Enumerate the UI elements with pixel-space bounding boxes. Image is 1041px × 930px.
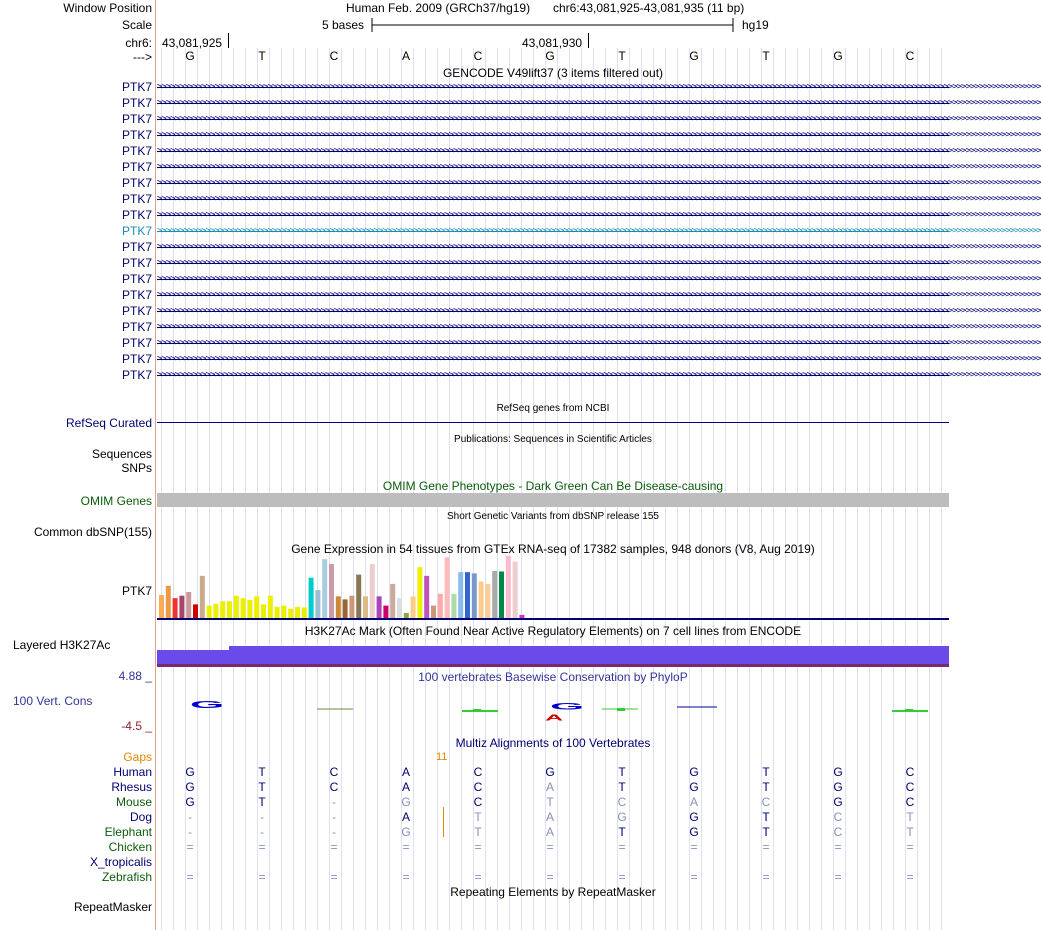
gtex-tissue-bar[interactable] [179, 596, 184, 618]
gtex-tissue-bar[interactable] [288, 609, 293, 618]
gtex-tissue-bar[interactable] [424, 576, 429, 618]
gtex-tissue-bar[interactable] [363, 596, 368, 618]
multiz-species-label[interactable]: Human [113, 765, 152, 779]
multiz-base: G [401, 825, 411, 839]
sequence-base: G [689, 49, 699, 63]
position-range[interactable]: chr6:43,081,925-43,081,935 (11 bp) [553, 1, 745, 15]
gencode-strand-chevrons: >>>>>>>>>>>>>>>>>>>>>>>>>>>>>>>>>>>>>>>>>>>>>>>>>>>>>>>>>>>>>>>>>>>>>>>>>>>>>>>>>>>>>>>>>>>>>>>>>>>>>>>>>>>>>>>>>>>>>>>>>>>>>>>>>>>>>>>>>>>>>>>>>>>>>>>>>>>>>>>>>>>>>>>>>>>>>>>>>>>>>>>>>>>>>>>>>>>>>>>> [157, 210, 1041, 220]
multiz-base: T [906, 825, 914, 839]
multiz-base: C [617, 795, 627, 809]
gtex-tissue-bar[interactable] [377, 596, 382, 618]
multiz-base: T [474, 810, 482, 824]
multiz-base: - [332, 810, 336, 824]
multiz-base: T [258, 780, 266, 794]
multiz-species-label[interactable]: Mouse [115, 795, 152, 809]
gtex-tissue-bar[interactable] [315, 590, 320, 618]
coord-mid: 43,081,930 [522, 36, 583, 50]
refseq-track-label[interactable]: RefSeq Curated [65, 416, 152, 430]
refseq-track-title[interactable]: RefSeq genes from NCBI [496, 403, 610, 414]
chrom-label: chr6: [125, 36, 152, 50]
multiz-base: = [186, 870, 194, 884]
gencode-gene-label[interactable]: PTK7 [121, 192, 152, 206]
multiz-base: = [474, 870, 482, 884]
multiz-base: - [260, 825, 264, 839]
gencode-strand-chevrons: >>>>>>>>>>>>>>>>>>>>>>>>>>>>>>>>>>>>>>>>>>>>>>>>>>>>>>>>>>>>>>>>>>>>>>>>>>>>>>>>>>>>>>>>>>>>>>>>>>>>>>>>>>>>>>>>>>>>>>>>>>>>>>>>>>>>>>>>>>>>>>>>>>>>>>>>>>>>>>>>>>>>>>>>>>>>>>>>>>>>>>>>>>>>>>>>>>>>>>>> [157, 306, 1041, 316]
multiz-base: T [474, 825, 482, 839]
multiz-base: G [545, 765, 555, 779]
multiz-gaps-label: Gaps [123, 750, 152, 764]
multiz-base: = [330, 840, 338, 854]
h3k27ac-track-label[interactable]: Layered H3K27Ac [13, 638, 111, 652]
gtex-tissue-bar[interactable] [451, 594, 456, 618]
multiz-base: G [185, 795, 195, 809]
multiz-base: = [330, 870, 338, 884]
sequence-base: G [185, 49, 195, 63]
sequence-base: C [905, 49, 915, 63]
strand-label: ---> [133, 50, 152, 64]
multiz-base: = [258, 840, 266, 854]
gtex-tissue-bar[interactable] [281, 606, 286, 618]
multiz-base: = [186, 840, 194, 854]
dbsnp-track-label[interactable]: Common dbSNP(155) [33, 525, 152, 539]
multiz-base: = [834, 870, 842, 884]
multiz-base: T [762, 780, 770, 794]
multiz-base: A [689, 795, 698, 809]
gtex-tissue-bar[interactable] [485, 584, 490, 618]
multiz-base: = [474, 840, 482, 854]
h3k27ac-signal[interactable] [157, 640, 949, 667]
multiz-base: A [401, 780, 410, 794]
window-position-label: Window Position [63, 1, 152, 15]
multiz-species-label[interactable]: Zebrafish [101, 870, 152, 884]
gencode-gene-label[interactable]: PTK7 [121, 256, 152, 270]
multiz-base: C [833, 825, 843, 839]
h3k27ac-track-title[interactable]: H3K27Ac Mark (Often Found Near Active Regulatory Elements) on 7 cell lines from ENCODE [304, 624, 802, 638]
gencode-gene-label[interactable]: PTK7 [121, 160, 152, 174]
gencode-strand-chevrons: >>>>>>>>>>>>>>>>>>>>>>>>>>>>>>>>>>>>>>>>>>>>>>>>>>>>>>>>>>>>>>>>>>>>>>>>>>>>>>>>>>>>>>>>>>>>>>>>>>>>>>>>>>>>>>>>>>>>>>>>>>>>>>>>>>>>>>>>>>>>>>>>>>>>>>>>>>>>>>>>>>>>>>>>>>>>>>>>>>>>>>>>>>>>>>>>>>>>>>>> [157, 130, 1041, 140]
gtex-tissue-bar[interactable] [479, 581, 484, 618]
multiz-base: = [618, 840, 626, 854]
gencode-gene-label[interactable]: PTK7 [121, 240, 152, 254]
omim-track-label[interactable]: OMIM Genes [80, 494, 152, 508]
gtex-tissue-bar[interactable] [513, 562, 518, 618]
multiz-gap-count: 11 [436, 751, 448, 763]
multiz-base: C [473, 765, 483, 779]
multiz-base: A [545, 810, 554, 824]
multiz-base: G [689, 780, 699, 794]
multiz-base: G [689, 825, 699, 839]
dbsnp-track-title[interactable]: Short Genetic Variants from dbSNP release 155 [447, 511, 659, 522]
gencode-gene-label[interactable]: PTK7 [121, 352, 152, 366]
multiz-base: C [473, 780, 483, 794]
multiz-base: = [690, 870, 698, 884]
gencode-strand-chevrons: >>>>>>>>>>>>>>>>>>>>>>>>>>>>>>>>>>>>>>>>>>>>>>>>>>>>>>>>>>>>>>>>>>>>>>>>>>>>>>>>>>>>>>>>>>>>>>>>>>>>>>>>>>>>>>>>>>>>>>>>>>>>>>>>>>>>>>>>>>>>>>>>>>>>>>>>>>>>>>>>>>>>>>>>>>>>>>>>>>>>>>>>>>>>>>>>>>>>>>>> [157, 82, 1041, 92]
multiz-base: T [762, 825, 770, 839]
multiz-species-label[interactable]: Dog [129, 810, 152, 824]
multiz-base: T [618, 825, 626, 839]
gtex-tissue-bar[interactable] [383, 606, 388, 618]
multiz-base: C [473, 795, 483, 809]
gap-insertion-marker [443, 807, 444, 837]
coord-left-tick [228, 33, 229, 48]
gencode-strand-chevrons: >>>>>>>>>>>>>>>>>>>>>>>>>>>>>>>>>>>>>>>>>>>>>>>>>>>>>>>>>>>>>>>>>>>>>>>>>>>>>>>>>>>>>>>>>>>>>>>>>>>>>>>>>>>>>>>>>>>>>>>>>>>>>>>>>>>>>>>>>>>>>>>>>>>>>>>>>>>>>>>>>>>>>>>>>>>>>>>>>>>>>>>>>>>>>>>>>>>>>>>> [157, 162, 1041, 172]
multiz-species-label[interactable]: Rhesus [111, 780, 152, 794]
multiz-base: = [834, 840, 842, 854]
multiz-base: = [762, 870, 770, 884]
multiz-base: = [690, 840, 698, 854]
gtex-track-title[interactable]: Gene Expression in 54 tissues from GTEx RNA-seq of 17382 samples, 948 donors (V8, Aug 2019) [291, 542, 815, 556]
gtex-tissue-bar[interactable] [173, 598, 178, 618]
phylop-logo-a: A [545, 712, 564, 723]
gtex-tissue-bar[interactable] [349, 596, 354, 618]
gencode-strand-chevrons: >>>>>>>>>>>>>>>>>>>>>>>>>>>>>>>>>>>>>>>>>>>>>>>>>>>>>>>>>>>>>>>>>>>>>>>>>>>>>>>>>>>>>>>>>>>>>>>>>>>>>>>>>>>>>>>>>>>>>>>>>>>>>>>>>>>>>>>>>>>>>>>>>>>>>>>>>>>>>>>>>>>>>>>>>>>>>>>>>>>>>>>>>>>>>>>>>>>>>>>> [157, 258, 1041, 268]
multiz-base: - [188, 825, 192, 839]
multiz-base: T [258, 795, 266, 809]
gtex-tissue-bar[interactable] [343, 599, 348, 618]
multiz-base: T [618, 765, 626, 779]
gencode-gene-label[interactable]: PTK7 [121, 144, 152, 158]
multiz-base: T [618, 780, 626, 794]
gencode-gene-label[interactable]: PTK7 [121, 304, 152, 318]
gencode-gene-label[interactable]: PTK7 [121, 80, 152, 94]
phylop-track-label[interactable]: 100 Vert. Cons [13, 694, 93, 708]
multiz-base: = [618, 870, 626, 884]
label-separator [155, 0, 156, 930]
gtex-tissue-bar[interactable] [254, 596, 259, 618]
gtex-tissue-bar[interactable] [193, 604, 198, 618]
gencode-gene-label[interactable]: PTK7 [121, 176, 152, 190]
gtex-tissue-bar[interactable] [213, 604, 218, 618]
sequence-base: C [329, 49, 339, 63]
multiz-base: T [762, 810, 770, 824]
gtex-tissue-bar[interactable] [336, 596, 341, 618]
multiz-base: C [905, 765, 915, 779]
gtex-tissue-bar[interactable] [275, 607, 280, 618]
multiz-base: = [762, 840, 770, 854]
gencode-strand-chevrons: >>>>>>>>>>>>>>>>>>>>>>>>>>>>>>>>>>>>>>>>>>>>>>>>>>>>>>>>>>>>>>>>>>>>>>>>>>>>>>>>>>>>>>>>>>>>>>>>>>>>>>>>>>>>>>>>>>>>>>>>>>>>>>>>>>>>>>>>>>>>>>>>>>>>>>>>>>>>>>>>>>>>>>>>>>>>>>>>>>>>>>>>>>>>>>>>>>>>>>>> [157, 242, 1041, 252]
multiz-base: T [546, 795, 554, 809]
repeatmasker-track-label[interactable]: RepeatMasker [73, 900, 152, 914]
gtex-tissue-bar[interactable] [445, 557, 450, 618]
multiz-base: T [906, 810, 914, 824]
sequence-base: A [401, 49, 410, 63]
multiz-base: A [545, 825, 554, 839]
sequence-base: C [473, 49, 483, 63]
multiz-base: - [188, 810, 192, 824]
multiz-base: G [833, 780, 843, 794]
gtex-tissue-bar[interactable] [390, 584, 395, 618]
gtex-tissue-bar[interactable] [159, 595, 164, 618]
publications-sequences-label[interactable]: Sequences [91, 447, 152, 461]
multiz-base: = [546, 870, 554, 884]
gtex-tissue-bar[interactable] [261, 604, 266, 618]
gencode-strand-chevrons: >>>>>>>>>>>>>>>>>>>>>>>>>>>>>>>>>>>>>>>>>>>>>>>>>>>>>>>>>>>>>>>>>>>>>>>>>>>>>>>>>>>>>>>>>>>>>>>>>>>>>>>>>>>>>>>>>>>>>>>>>>>>>>>>>>>>>>>>>>>>>>>>>>>>>>>>>>>>>>>>>>>>>>>>>>>>>>>>>>>>>>>>>>>>>>>>>>>>>>>> [157, 98, 1041, 108]
gtex-tissue-bar[interactable] [220, 601, 225, 618]
gtex-tissue-bar[interactable] [200, 576, 205, 618]
gencode-strand-chevrons: >>>>>>>>>>>>>>>>>>>>>>>>>>>>>>>>>>>>>>>>>>>>>>>>>>>>>>>>>>>>>>>>>>>>>>>>>>>>>>>>>>>>>>>>>>>>>>>>>>>>>>>>>>>>>>>>>>>>>>>>>>>>>>>>>>>>>>>>>>>>>>>>>>>>>>>>>>>>>>>>>>>>>>>>>>>>>>>>>>>>>>>>>>>>>>>>>>>>>>>> [157, 114, 1041, 124]
gencode-track-title[interactable]: GENCODE V49lift37 (3 items filtered out) [442, 66, 664, 80]
multiz-species-label[interactable]: Chicken [108, 840, 152, 854]
multiz-base: = [258, 870, 266, 884]
phylop-max-label: 4.88 _ [118, 669, 152, 683]
gtex-tissue-bar[interactable] [247, 600, 252, 618]
multiz-base: C [761, 795, 771, 809]
multiz-base: = [546, 840, 554, 854]
gtex-tissue-bar[interactable] [166, 586, 171, 618]
sequence-base: G [833, 49, 843, 63]
gencode-gene-label[interactable]: PTK7 [121, 112, 152, 126]
gtex-tissue-bar[interactable] [404, 613, 409, 618]
db-name: hg19 [742, 18, 769, 32]
gtex-tissue-bar[interactable] [322, 559, 327, 618]
multiz-base: A [401, 810, 410, 824]
gencode-gene-label[interactable]: PTK7 [121, 128, 152, 142]
scale-bar [371, 17, 735, 33]
multiz-base: G [617, 810, 627, 824]
gencode-gene-label[interactable]: PTK7 [121, 224, 152, 238]
gencode-strand-chevrons: >>>>>>>>>>>>>>>>>>>>>>>>>>>>>>>>>>>>>>>>>>>>>>>>>>>>>>>>>>>>>>>>>>>>>>>>>>>>>>>>>>>>>>>>>>>>>>>>>>>>>>>>>>>>>>>>>>>>>>>>>>>>>>>>>>>>>>>>>>>>>>>>>>>>>>>>>>>>>>>>>>>>>>>>>>>>>>>>>>>>>>>>>>>>>>>>>>>>>>>> [157, 178, 1041, 188]
gtex-tissue-bar[interactable] [370, 564, 375, 618]
multiz-base: - [332, 825, 336, 839]
gtex-tissue-bar[interactable] [431, 606, 436, 618]
sequence-base: G [545, 49, 555, 63]
gtex-tissue-bar[interactable] [234, 596, 239, 618]
gtex-tissue-bar[interactable] [499, 572, 504, 619]
gtex-tissue-bar[interactable] [492, 571, 497, 618]
gtex-tissue-bar[interactable] [411, 596, 416, 618]
gtex-tissue-bar[interactable] [227, 601, 232, 618]
multiz-base: = [906, 870, 914, 884]
omim-feature-bar[interactable] [157, 493, 949, 507]
gencode-gene-label[interactable]: PTK7 [121, 368, 152, 382]
gtex-tissue-bar[interactable] [458, 572, 463, 618]
multiz-base: T [258, 765, 266, 779]
sequence-base: T [618, 49, 626, 63]
multiz-base: A [545, 780, 554, 794]
phylop-logo-g2: G [550, 701, 585, 712]
gencode-strand-chevrons: >>>>>>>>>>>>>>>>>>>>>>>>>>>>>>>>>>>>>>>>>>>>>>>>>>>>>>>>>>>>>>>>>>>>>>>>>>>>>>>>>>>>>>>>>>>>>>>>>>>>>>>>>>>>>>>>>>>>>>>>>>>>>>>>>>>>>>>>>>>>>>>>>>>>>>>>>>>>>>>>>>>>>>>>>>>>>>>>>>>>>>>>>>>>>>>>>>>>>>>> [157, 194, 1041, 204]
gencode-gene-label[interactable]: PTK7 [121, 208, 152, 222]
gencode-gene-label[interactable]: PTK7 [121, 96, 152, 110]
coord-left: 43,081,925 [162, 36, 223, 50]
gencode-gene-label[interactable]: PTK7 [121, 320, 152, 334]
repeatmasker-track-title[interactable]: Repeating Elements by RepeatMasker [450, 885, 656, 899]
multiz-track-title[interactable]: Multiz Alignments of 100 Vertebrates [455, 736, 651, 750]
gtex-tissue-bar[interactable] [438, 594, 443, 618]
gencode-strand-chevrons: >>>>>>>>>>>>>>>>>>>>>>>>>>>>>>>>>>>>>>>>>>>>>>>>>>>>>>>>>>>>>>>>>>>>>>>>>>>>>>>>>>>>>>>>>>>>>>>>>>>>>>>>>>>>>>>>>>>>>>>>>>>>>>>>>>>>>>>>>>>>>>>>>>>>>>>>>>>>>>>>>>>>>>>>>>>>>>>>>>>>>>>>>>>>>>>>>>>>>>>> [157, 146, 1041, 156]
gencode-gene-label[interactable]: PTK7 [121, 288, 152, 302]
multiz-base: G [689, 765, 699, 779]
gencode-strand-chevrons: >>>>>>>>>>>>>>>>>>>>>>>>>>>>>>>>>>>>>>>>>>>>>>>>>>>>>>>>>>>>>>>>>>>>>>>>>>>>>>>>>>>>>>>>>>>>>>>>>>>>>>>>>>>>>>>>>>>>>>>>>>>>>>>>>>>>>>>>>>>>>>>>>>>>>>>>>>>>>>>>>>>>>>>>>>>>>>>>>>>>>>>>>>>>>>>>>>>>>>>> [157, 370, 1041, 380]
multiz-base: - [332, 795, 336, 809]
sequence-base: T [762, 49, 770, 63]
gtex-tissue-bar[interactable] [302, 607, 307, 618]
gtex-tissue-bar[interactable] [506, 556, 511, 618]
multiz-base: G [185, 765, 195, 779]
sequence-base: T [258, 49, 266, 63]
gencode-strand-chevrons: >>>>>>>>>>>>>>>>>>>>>>>>>>>>>>>>>>>>>>>>>>>>>>>>>>>>>>>>>>>>>>>>>>>>>>>>>>>>>>>>>>>>>>>>>>>>>>>>>>>>>>>>>>>>>>>>>>>>>>>>>>>>>>>>>>>>>>>>>>>>>>>>>>>>>>>>>>>>>>>>>>>>>>>>>>>>>>>>>>>>>>>>>>>>>>>>>>>>>>>> [157, 274, 1041, 284]
gtex-tissue-bar[interactable] [519, 615, 524, 618]
gtex-tissue-bar[interactable] [207, 606, 212, 618]
gtex-tissue-bar[interactable] [356, 575, 361, 618]
coord-mid-tick [588, 33, 589, 48]
multiz-base: - [260, 810, 264, 824]
phylop-logo-g: G [190, 698, 225, 711]
gencode-strand-chevrons: >>>>>>>>>>>>>>>>>>>>>>>>>>>>>>>>>>>>>>>>>>>>>>>>>>>>>>>>>>>>>>>>>>>>>>>>>>>>>>>>>>>>>>>>>>>>>>>>>>>>>>>>>>>>>>>>>>>>>>>>>>>>>>>>>>>>>>>>>>>>>>>>>>>>>>>>>>>>>>>>>>>>>>>>>>>>>>>>>>>>>>>>>>>>>>>>>>>>>>>> [157, 322, 1041, 332]
multiz-base: G [401, 795, 411, 809]
gencode-strand-chevrons: >>>>>>>>>>>>>>>>>>>>>>>>>>>>>>>>>>>>>>>>>>>>>>>>>>>>>>>>>>>>>>>>>>>>>>>>>>>>>>>>>>>>>>>>>>>>>>>>>>>>>>>>>>>>>>>>>>>>>>>>>>>>>>>>>>>>>>>>>>>>>>>>>>>>>>>>>>>>>>>>>>>>>>>>>>>>>>>>>>>>>>>>>>>>>>>>>>>>>>>> [157, 290, 1041, 300]
publications-track-title[interactable]: Publications: Sequences in Scientific Articles [454, 434, 652, 445]
gtex-gene-label[interactable]: PTK7 [121, 584, 152, 598]
gtex-tissue-bar[interactable] [417, 567, 422, 618]
gencode-strand-chevrons: >>>>>>>>>>>>>>>>>>>>>>>>>>>>>>>>>>>>>>>>>>>>>>>>>>>>>>>>>>>>>>>>>>>>>>>>>>>>>>>>>>>>>>>>>>>>>>>>>>>>>>>>>>>>>>>>>>>>>>>>>>>>>>>>>>>>>>>>>>>>>>>>>>>>>>>>>>>>>>>>>>>>>>>>>>>>>>>>>>>>>>>>>>>>>>>>>>>>>>>> [157, 226, 1041, 236]
gtex-tissue-bar[interactable] [397, 598, 402, 618]
gtex-tissue-bar[interactable] [186, 592, 191, 618]
multiz-base: C [905, 780, 915, 794]
gtex-tissue-bar[interactable] [309, 578, 314, 618]
phylop-track-title[interactable]: 100 vertebrates Basewise Conservation by PhyloP [418, 670, 688, 684]
multiz-base: C [329, 780, 339, 794]
multiz-base: T [762, 765, 770, 779]
phylop-min-label: -4.5 _ [121, 719, 152, 733]
gtex-tissue-bar[interactable] [465, 572, 470, 618]
omim-track-title[interactable]: OMIM Gene Phenotypes - Dark Green Can Be Disease-causing [382, 479, 724, 493]
gtex-tissue-bar[interactable] [472, 573, 477, 618]
multiz-base: C [833, 810, 843, 824]
multiz-base: = [906, 840, 914, 854]
gencode-strand-chevrons: >>>>>>>>>>>>>>>>>>>>>>>>>>>>>>>>>>>>>>>>>>>>>>>>>>>>>>>>>>>>>>>>>>>>>>>>>>>>>>>>>>>>>>>>>>>>>>>>>>>>>>>>>>>>>>>>>>>>>>>>>>>>>>>>>>>>>>>>>>>>>>>>>>>>>>>>>>>>>>>>>>>>>>>>>>>>>>>>>>>>>>>>>>>>>>>>>>>>>>>> [157, 354, 1041, 364]
assembly-name: Human Feb. 2009 (GRCh37/hg19) [346, 1, 531, 15]
gencode-gene-label[interactable]: PTK7 [121, 336, 152, 350]
refseq-gene-line[interactable] [157, 422, 949, 423]
gtex-tissue-bar[interactable] [295, 607, 300, 618]
multiz-base: = [402, 870, 410, 884]
multiz-base: C [905, 795, 915, 809]
multiz-base: G [185, 780, 195, 794]
gtex-tissue-bar[interactable] [268, 596, 273, 618]
gencode-strand-chevrons: >>>>>>>>>>>>>>>>>>>>>>>>>>>>>>>>>>>>>>>>>>>>>>>>>>>>>>>>>>>>>>>>>>>>>>>>>>>>>>>>>>>>>>>>>>>>>>>>>>>>>>>>>>>>>>>>>>>>>>>>>>>>>>>>>>>>>>>>>>>>>>>>>>>>>>>>>>>>>>>>>>>>>>>>>>>>>>>>>>>>>>>>>>>>>>>>>>>>>>>> [157, 338, 1041, 348]
gtex-tissue-bar[interactable] [241, 598, 246, 618]
publications-snps-label[interactable]: SNPs [121, 461, 152, 475]
multiz-base: G [833, 765, 843, 779]
phylop-logo-plot[interactable] [157, 698, 949, 724]
multiz-base: C [329, 765, 339, 779]
gtex-tissue-bar[interactable] [329, 564, 334, 618]
scale-label: Scale [121, 18, 152, 32]
multiz-species-label[interactable]: X_tropicalis [89, 855, 152, 869]
multiz-species-label[interactable]: Elephant [104, 825, 152, 839]
gtex-bar-chart[interactable] [157, 556, 949, 620]
scale-text: 5 bases [322, 18, 365, 32]
gencode-gene-label[interactable]: PTK7 [121, 272, 152, 286]
multiz-base: = [402, 840, 410, 854]
multiz-base: A [401, 765, 410, 779]
multiz-base: G [833, 795, 843, 809]
multiz-base: G [689, 810, 699, 824]
